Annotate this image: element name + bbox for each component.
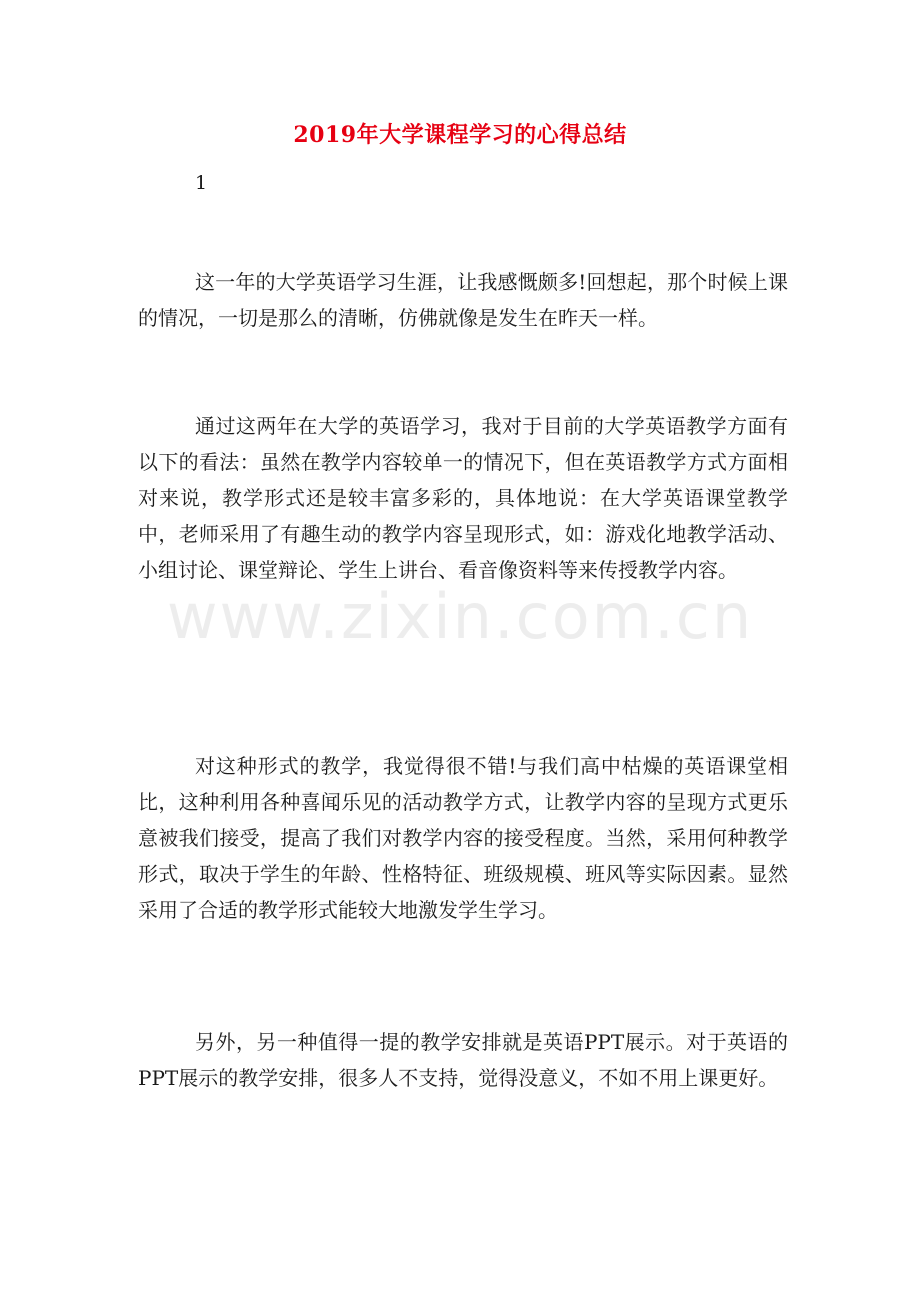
document-title: 2019年大学课程学习的心得总结 <box>293 122 627 148</box>
page-number: 1 <box>195 172 208 194</box>
watermark: www.zixin.com.cn <box>166 580 754 653</box>
paragraph-3: 对这种形式的教学，我觉得很不错!与我们高中枯燥的英语课堂相比，这种利用各种喜闻乐见的活动教学方式，让教学内容的呈现方式更乐意被我们接受，提高了我们对教学内容的接受程度。当然，采用何种教学形式，取决于学生的年龄、性格特征、班级规模、班风等实际因素。显然采用了合适的教学形式能较大地激发学生学习。 <box>138 754 788 922</box>
paragraph-1: 这一年的大学英语学习生涯，让我感慨颇多!回想起，那个时候上课的情况，一切是那么的清晰，仿佛就像是发生在昨天一样。 <box>138 270 788 330</box>
paragraph-4: 另外，另一种值得一提的教学安排就是英语PPT展示。对于英语的PPT展示的教学安排，很多人不支持，觉得没意义，不如不用上课更好。 <box>138 1030 788 1090</box>
paragraph-2: 通过这两年在大学的英语学习，我对于目前的大学英语教学方面有以下的看法：虽然在教学内容较单一的情况下，但在英语教学方式方面相对来说，教学形式还是较丰富多彩的，具体地说：在大学英语课堂教学中，老师采用了有趣生动的教学内容呈现形式，如：游戏化地教学活动、小组讨论、课堂辩论、学生上讲台、看音像资料等来传授教学内容。 <box>138 414 788 582</box>
